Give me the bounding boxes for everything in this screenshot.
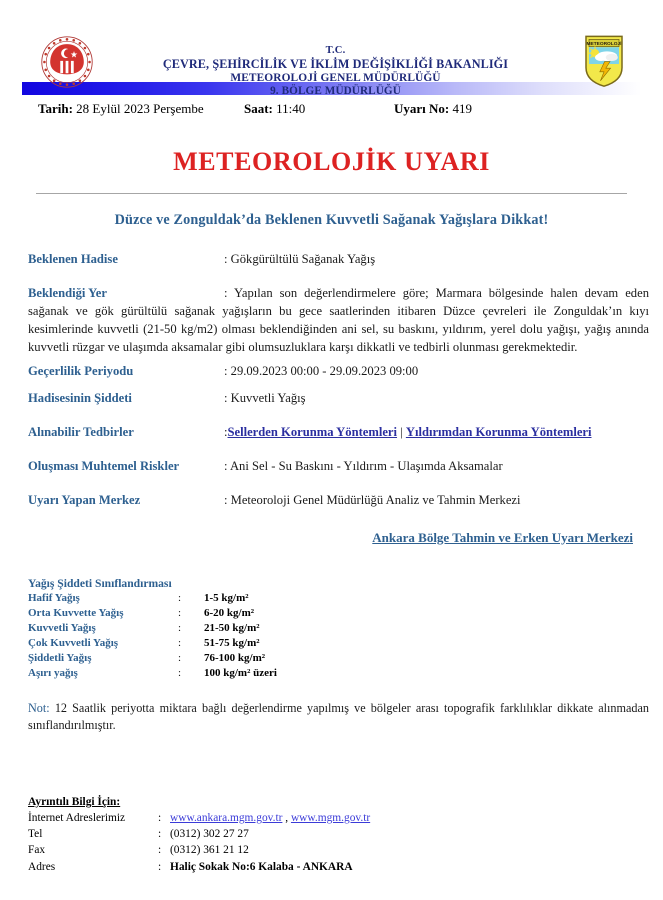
meta-time-label: Saat: [244, 101, 273, 116]
meta-date-value: 28 Eylül 2023 Perşembe [76, 101, 204, 116]
classification-colon: : [178, 667, 182, 680]
field-measures [28, 424, 649, 441]
header-line-directorate: METEOROLOJİ GENEL MÜDÜRLÜĞÜ [230, 71, 441, 84]
ankara-regional-center-link[interactable]: Ankara Bölge Tahmin ve Erken Uyarı Merkezi [372, 529, 633, 545]
field-measures-label: Alınabilir Tedbirler [28, 424, 134, 439]
field-event-severity-value: : Kuvvetli Yağış [224, 390, 306, 405]
contact-tel-label: Tel [28, 828, 43, 841]
contact-row-tel [28, 826, 370, 842]
contact-fax-value: (0312) 361 21 12 [170, 844, 249, 857]
contact-tel-value: (0312) 302 27 27 [170, 828, 249, 841]
header-line-ministry: ÇEVRE, ŞEHİRCİLİK VE İKLİM DEĞİŞİKLİĞİ BAKANLIĞI [162, 57, 509, 72]
classification-label: Orta Kuvvette Yağış [28, 606, 124, 619]
contact-colon: : [158, 812, 162, 824]
measures-colon: : [224, 424, 228, 439]
contact-address-value: Haliç Sokak No:6 Kalaba - ANKARA [170, 860, 353, 873]
page-subtitle: Düzce ve Zonguldak’da Beklenen Kuvvetli Sağanak Yağışlara Dikkat! [114, 212, 549, 228]
flood-protection-link[interactable]: Sellerden Korunma Yöntemleri [227, 424, 398, 439]
classification-value: 6-20 kg/m² [204, 606, 255, 619]
field-expected-event-value: : Gökgürültülü Sağanak Yağış [224, 252, 376, 266]
field-issuing-center-value: : Meteoroloji Genel Müdürlüğü Analiz ve Tahmin Merkezi [224, 492, 521, 507]
ministry-emblem-logo [36, 34, 98, 90]
field-validity-period [28, 363, 649, 380]
field-expected-place [28, 285, 649, 357]
classification-value: 1-5 kg/m² [204, 591, 249, 604]
ministry-title-block [98, 34, 573, 98]
precipitation-classification [0, 577, 663, 682]
classification-row [28, 651, 663, 666]
contact-internet-value [170, 810, 370, 826]
footnote [28, 700, 649, 735]
meta-time [244, 101, 394, 117]
classification-row [28, 621, 663, 636]
contact-footer [28, 796, 370, 875]
contact-address-label: Adres [28, 860, 56, 873]
contact-fax-label: Fax [28, 844, 46, 857]
field-event-severity-label: Hadisesinin Şiddeti [28, 390, 132, 405]
contact-row-fax [28, 842, 370, 858]
field-validity-period-value: : 29.09.2023 00:00 - 29.09.2023 09:00 [224, 363, 419, 378]
classification-row [28, 666, 663, 681]
page-title: METEOROLOJİK UYARI [173, 147, 490, 176]
classification-label: Hafif Yağış [28, 591, 80, 604]
meta-time-value: 11:40 [276, 101, 306, 116]
signature-block [28, 529, 649, 547]
contact-colon: : [158, 860, 162, 873]
classification-colon: : [178, 621, 182, 634]
field-possible-risks-value: : Ani Sel - Su Baskını - Yıldırım - Ulaşımda Aksamalar [224, 458, 503, 473]
field-measures-value [224, 424, 649, 441]
meta-date-label: Tarih: [38, 101, 73, 116]
warning-body [0, 251, 663, 547]
contact-colon: : [158, 828, 162, 841]
header-line-region: 9. BÖLGE MÜDÜRLÜĞÜ [270, 85, 401, 98]
field-expected-place-label: Beklendiği Yer [28, 286, 107, 300]
classification-value: 100 kg/m² üzeri [204, 667, 277, 680]
republic-of-turkiye-ministry-emblem-icon [39, 34, 95, 90]
contact-colon: : [158, 844, 162, 857]
classification-colon: : [178, 652, 182, 665]
classification-label: Aşırı yağış [28, 667, 78, 680]
contact-row-internet [28, 810, 370, 826]
classification-value: 76-100 kg/m² [204, 652, 266, 665]
classification-colon: : [178, 591, 182, 604]
field-event-severity [28, 390, 649, 407]
svg-text:METEOROLOJİ: METEOROLOJİ [586, 42, 622, 48]
field-expected-event [28, 251, 649, 268]
classification-row [28, 636, 663, 651]
field-issuing-center [28, 492, 649, 509]
field-validity-period-label: Geçerlilik Periyodu [28, 363, 134, 378]
url-separator: , [282, 812, 291, 824]
measures-separator: | [397, 424, 406, 439]
lightning-protection-link[interactable]: Yıldırımdan Korunma Yöntemleri [405, 424, 592, 439]
classification-row [28, 591, 663, 606]
document-header [0, 0, 663, 98]
footnote-text: 12 Saatlik periyotta miktara bağlı değerlendirme yapılmış ve bölgeler arası topografik farklılıklar dikkate alınmadan sınıflandırılmıştır. [28, 700, 649, 733]
classification-colon: : [178, 637, 182, 650]
contact-footer-title: Ayrıntılı Bilgi İçin: [28, 796, 121, 808]
classification-label: Şiddetli Yağış [28, 652, 92, 665]
meteoroloji-shield-icon [583, 34, 625, 88]
meta-warning-no-value: 419 [452, 101, 472, 116]
header-line-tc: T.C. [325, 45, 346, 56]
meta-warning-no-label: Uyarı No: [394, 101, 450, 116]
classification-colon: : [178, 606, 182, 619]
meta-date [38, 101, 244, 117]
field-possible-risks [28, 458, 649, 475]
mgm-website-link[interactable]: www.mgm.gov.tr [290, 812, 371, 824]
classification-value: 21-50 kg/m² [204, 621, 260, 634]
meta-warning-number [394, 101, 472, 117]
footnote-label: Not: [28, 700, 50, 715]
contact-row-address [28, 859, 370, 875]
meteoroloji-logo [573, 34, 635, 88]
ankara-mgm-website-link[interactable]: www.ankara.mgm.gov.tr [170, 812, 283, 824]
field-expected-place-value: : Yapılan son değerlendirmelere göre; Marmara bölgesinde halen devam eden sağanak ve gök gürültülü sağanak yağışların bu gece saatlerinden itibaren Düzce çevreleri ile Zonguldak’ın kıyı kesimlerinde kuvvetli (21-50 kg/m2) olması beklendiğinden ani sel, su baskını, yıldırım, yerel dolu yağışı, yağış anında kuvvetli rüzgar ve ulaşımda aksamalar gibi olumsuzluklara karşı dikkatli ve tedbirli olunması gerekmektedir. [28, 286, 649, 354]
classification-value: 51-75 kg/m² [204, 637, 260, 650]
classification-row [28, 606, 663, 621]
field-issuing-center-label: Uyarı Yapan Merkez [28, 492, 141, 507]
contact-internet-label: İnternet Adreslerimiz [28, 812, 126, 824]
field-expected-event-label: Beklenen Hadise [28, 252, 118, 266]
classification-label: Kuvvetli Yağış [28, 621, 96, 634]
title-divider [36, 193, 627, 194]
classification-label: Çok Kuvvetli Yağış [28, 637, 119, 650]
field-possible-risks-label: Oluşması Muhtemel Riskler [28, 458, 180, 473]
classification-title: Yağış Şiddeti Sınıflandırması [28, 576, 172, 590]
